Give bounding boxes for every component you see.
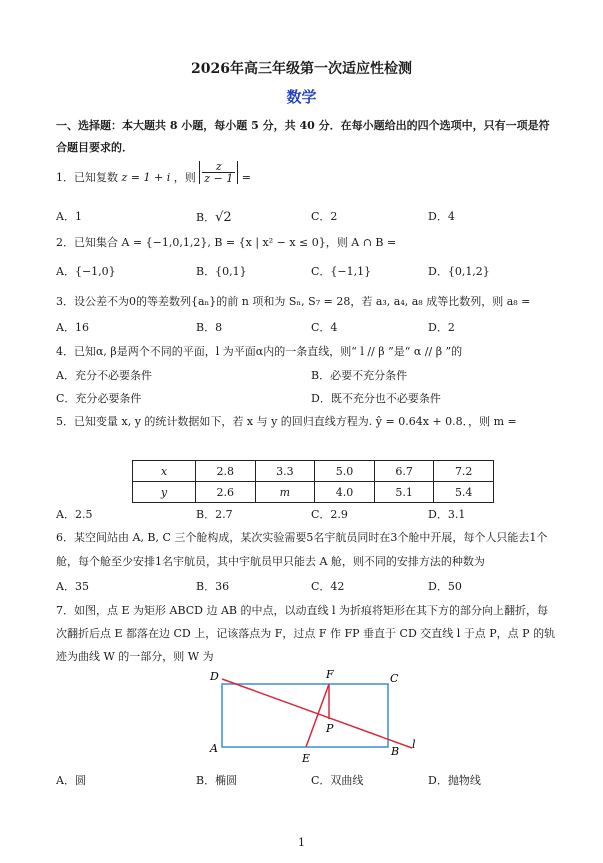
q5-option-a: A．2.5 xyxy=(56,508,93,521)
label-f: F xyxy=(326,668,334,681)
q1-option-c: C．2 xyxy=(311,210,338,223)
q6-option-d: D．50 xyxy=(428,580,462,593)
label-e: E xyxy=(302,752,311,765)
label-l: l xyxy=(412,738,416,751)
q7-option-c: C．双曲线 xyxy=(311,774,364,787)
q6-option-c: C．42 xyxy=(311,580,345,593)
question-6-line1: 6．某空间站由 A, B, C 三个舱构成，某次实验需要5名宇航员同时在3个舱中开展，每个人只能去1个 xyxy=(56,531,548,544)
q3-option-c: C．4 xyxy=(311,321,338,334)
table-cell: 5.1 xyxy=(374,482,434,503)
q1-option-a: A．1 xyxy=(56,210,82,223)
q1-suffix: = xyxy=(241,171,251,184)
label-c: C xyxy=(390,672,399,685)
label-b: B xyxy=(391,745,400,758)
q6-option-a: A．35 xyxy=(56,580,89,593)
q4-option-d: D．既不充分也不必要条件 xyxy=(311,392,441,405)
question-7-line3: 迹为曲线 W 的一部分，则 W 为 xyxy=(56,650,214,663)
exam-title: 2026年高三年级第一次适应性检测 xyxy=(191,61,412,77)
table-cell: 7.2 xyxy=(434,461,494,482)
q1-fraction xyxy=(202,161,235,184)
q1-frac-num: z xyxy=(202,161,235,173)
q5-option-d: D．3.1 xyxy=(428,508,466,521)
table-cell: m xyxy=(255,482,315,503)
section-instructions-line2: 合题目要求的． xyxy=(56,141,133,154)
question-6-line2: 舱，每个舱至少安排1名宇航员，其中宇航员甲只能去 A 舱，则不同的安排方法的种数为 xyxy=(56,555,485,568)
q4-option-b: B．必要不充分条件 xyxy=(311,369,408,382)
q6-option-b: B．36 xyxy=(196,580,230,593)
section-instructions-line1: 一、选择题：本大题共 8 小题，每小题 5 分，共 40 分．在每小题给出的四个选项中，只有一项是符 xyxy=(56,119,550,132)
question-7-line1: 7．如图，点 E 为矩形 ABCD 边 AB 的中点，以动直线 l 为折痕将矩形在其下方的部分向上翻折，每 xyxy=(56,604,549,617)
q2-option-c: C．{−1,1} xyxy=(311,265,372,278)
q7-option-b: B．椭圆 xyxy=(196,774,238,787)
q1-abs-frac xyxy=(199,161,238,184)
q3-option-a: A．16 xyxy=(56,321,89,334)
q1-mid: ，则 xyxy=(173,171,196,184)
q5-data-table xyxy=(132,460,494,503)
question-1 xyxy=(56,159,251,185)
q2-option-b: B．{0,1} xyxy=(196,265,247,278)
q2-option-a: A．{−1,0} xyxy=(56,265,116,278)
question-2: 2．已知集合 A = {−1,0,1,2}, B = {x | x² − x ≤ 0}，则 A ∩ B = xyxy=(56,236,397,249)
label-a: A xyxy=(210,742,218,755)
q3-option-b: B．8 xyxy=(196,321,223,334)
fold-line-l xyxy=(222,679,412,748)
q7-option-a: A．圆 xyxy=(56,774,86,787)
label-d: D xyxy=(210,670,219,683)
question-4: 4．已知α, β是两个不同的平面，l 为平面α内的一条直线，则“ l // β ”是“ α // β ”的 xyxy=(56,345,463,358)
table-cell: 3.3 xyxy=(255,461,315,482)
segment-fe xyxy=(306,684,329,747)
q5-option-c: C．2.9 xyxy=(311,508,348,521)
q1-option-d: D．4 xyxy=(428,210,455,223)
q1-prefix: 1．已知复数 xyxy=(56,171,118,184)
question-5: 5．已知变量 x, y 的统计数据如下，若 x 与 y 的回归直线方程为. ŷ = 0.64x + 0.8．，则 m = xyxy=(56,415,517,428)
page-number: 1 xyxy=(298,836,305,849)
table-cell: y xyxy=(133,482,196,503)
rectangle-abcd xyxy=(222,684,388,747)
table-cell: 5.4 xyxy=(434,482,494,503)
q1-option-b-value: √2 xyxy=(215,210,232,225)
q2-option-d: D．{0,1,2} xyxy=(428,265,490,278)
q7-option-d: D．抛物线 xyxy=(428,774,481,787)
table-cell: 6.7 xyxy=(374,461,434,482)
table-row-x xyxy=(133,461,494,482)
q1-z-expr: z = 1 + i xyxy=(121,171,171,184)
table-row-y xyxy=(133,482,494,503)
q5-option-b: B．2.7 xyxy=(196,508,233,521)
q1-option-b xyxy=(196,211,232,224)
q3-option-d: D．2 xyxy=(428,321,455,334)
q4-option-c: C．充分必要条件 xyxy=(56,392,142,405)
label-p: P xyxy=(326,722,334,735)
table-cell: 2.6 xyxy=(196,482,256,503)
q1-frac-den: z − 1 xyxy=(204,171,234,185)
table-cell: 4.0 xyxy=(315,482,375,503)
q4-option-a: A．充分不必要条件 xyxy=(56,369,152,382)
table-cell: x xyxy=(133,461,196,482)
table-cell: 2.8 xyxy=(196,461,256,482)
subject-title: 数学 xyxy=(286,88,317,106)
q1-option-b-label: B． xyxy=(196,211,216,224)
question-3: 3．设公差不为0的等差数列{aₙ}的前 n 项和为 Sₙ, S₇ = 28，若 a₃, a₄, a₈ 成等比数列，则 a₈ = xyxy=(56,295,531,308)
question-7-line2: 次翻折后点 E 都落在边 CD 上，记该落点为 F，过点 F 作 FP 垂直于 CD 交直线 l 于点 P，点 P 的轨 xyxy=(56,627,556,640)
q7-figure xyxy=(190,664,450,768)
table-cell: 5.0 xyxy=(315,461,375,482)
